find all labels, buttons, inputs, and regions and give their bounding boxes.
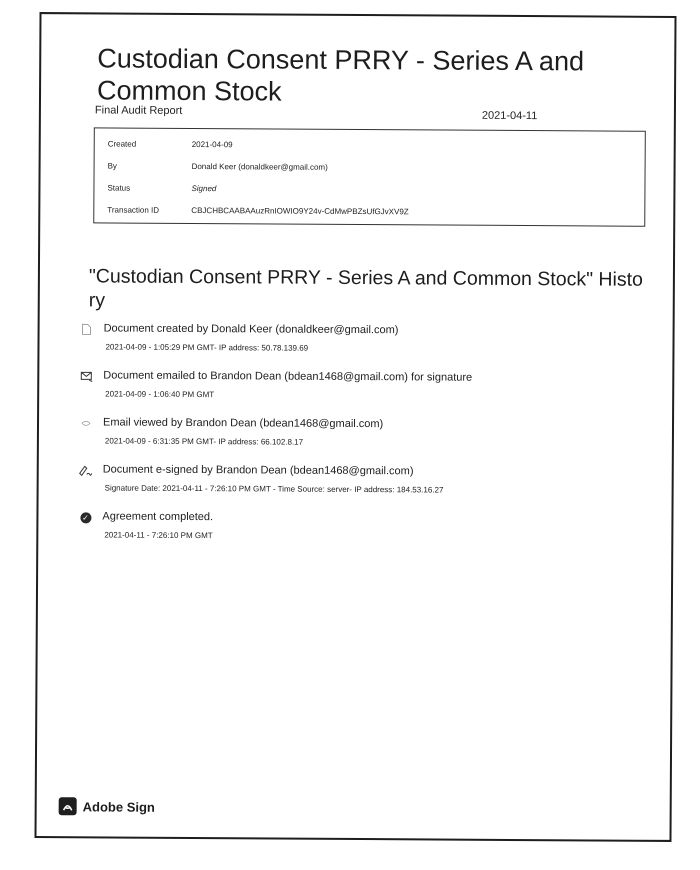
event-text: Document created by Donald Keer (donaldkeer@gmail.com) xyxy=(103,322,399,337)
info-value: 2021-04-09 xyxy=(191,139,233,150)
info-row-created xyxy=(95,139,645,150)
history-event xyxy=(78,510,638,541)
info-label: By xyxy=(107,161,117,171)
history-event xyxy=(80,322,640,353)
audit-report-page xyxy=(34,12,676,842)
history-event xyxy=(79,463,639,495)
info-row-transaction-id xyxy=(94,205,644,217)
event-meta: Signature Date: 2021-04-11 - 7:26:10 PM GMT - Time Source: server- IP address: 184.53.16.27 xyxy=(104,483,444,495)
history-title: "Custodian Consent PRRY - Series A and Common Stock" History xyxy=(88,265,643,312)
info-value: CBJCHBCAABAAuzRnIOWIO9Y24v-CdMwPBZsUfGJvXV9Z xyxy=(191,205,409,217)
history-event xyxy=(79,416,639,447)
event-text: Document emailed to Brandon Dean (bdean1468@gmail.com) for signature xyxy=(103,369,473,384)
email-icon xyxy=(79,369,93,383)
event-meta: 2021-04-09 - 6:31:35 PM GMT- IP address: 66.102.8.17 xyxy=(104,436,304,447)
event-text: Email viewed by Brandon Dean (bdean1468@gmail.com) xyxy=(102,416,384,431)
report-date: 2021-04-11 xyxy=(481,109,538,123)
document-title: Custodian Consent PRRY - Series A and Common Stock xyxy=(96,43,585,107)
checkmark-icon: ✓ xyxy=(78,510,92,524)
event-meta: 2021-04-09 - 1:06:40 PM GMT xyxy=(105,389,215,400)
info-box xyxy=(93,127,646,226)
info-row-by xyxy=(95,161,645,172)
info-value: Donald Keer (donaldkeer@gmail.com) xyxy=(191,161,328,172)
logo-text: Adobe Sign xyxy=(82,798,155,815)
info-label: Transaction ID xyxy=(107,205,160,215)
event-meta: 2021-04-09 - 1:05:29 PM GMT- IP address: 50.78.139.69 xyxy=(105,342,309,353)
signature-icon xyxy=(79,463,93,477)
info-value: Signed xyxy=(191,183,217,194)
event-text: Agreement completed. xyxy=(102,510,214,524)
document-icon xyxy=(80,322,94,336)
info-row-status xyxy=(94,183,644,194)
event-text: Document e-signed by Brandon Dean (bdean1468@gmail.com) xyxy=(102,463,414,478)
adobe-sign-logo xyxy=(59,797,155,816)
info-label: Status xyxy=(107,183,131,193)
info-label: Created xyxy=(107,139,137,149)
report-subtitle: Final Audit Report xyxy=(94,104,183,117)
history-event xyxy=(79,369,639,400)
eye-icon xyxy=(79,416,93,430)
adobe-logo-icon xyxy=(59,797,77,815)
event-meta: 2021-04-11 - 7:26:10 PM GMT xyxy=(104,530,213,541)
